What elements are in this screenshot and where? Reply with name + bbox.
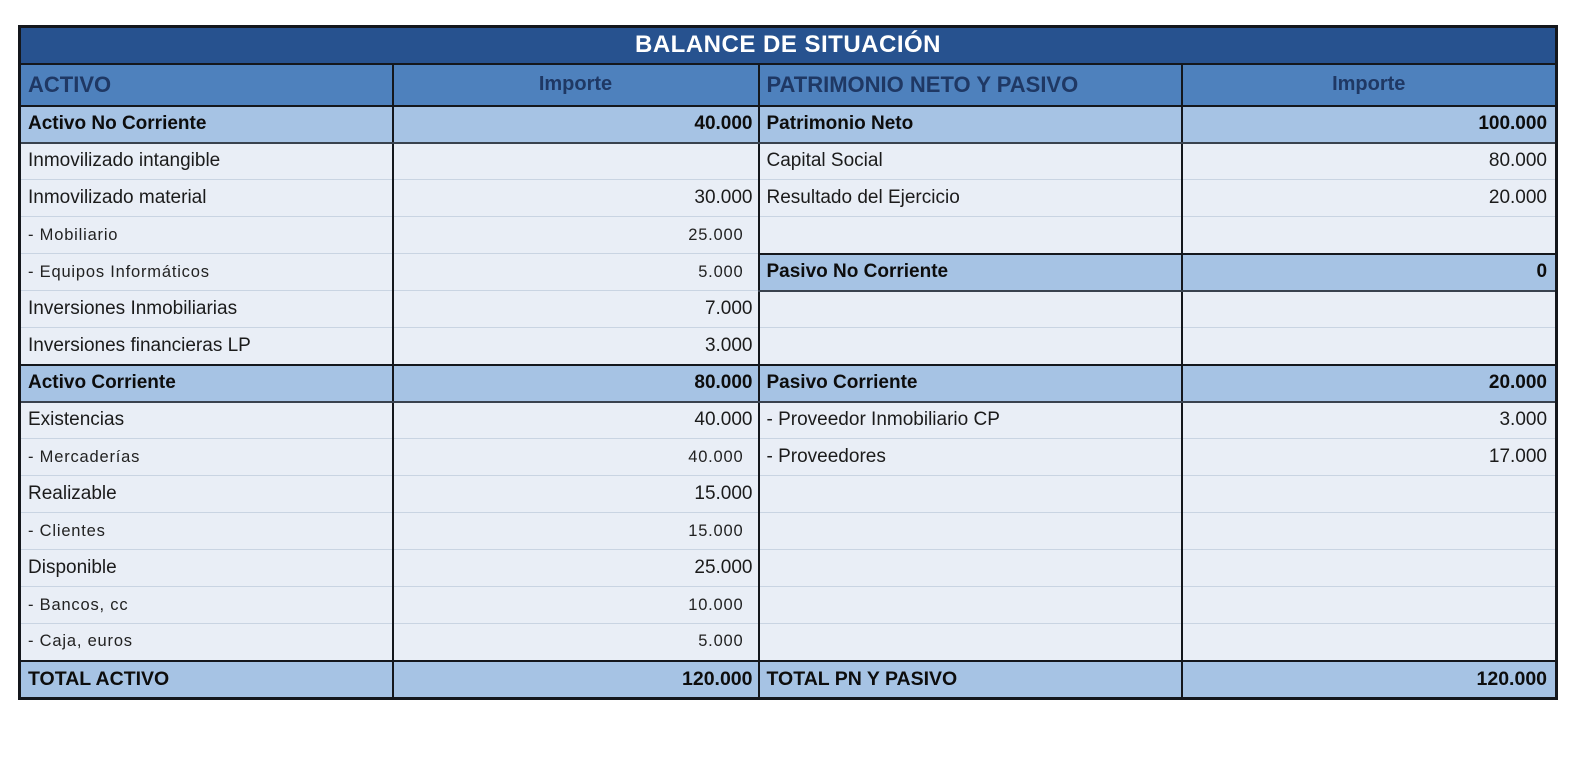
cell-total-activo-label: TOTAL ACTIVO xyxy=(20,661,393,699)
cell-value: 40.000 xyxy=(393,439,759,476)
cell-label: Disponible xyxy=(20,550,393,587)
cell-value: 5.000 xyxy=(393,254,759,291)
cell-label: Activo No Corriente xyxy=(20,106,393,143)
column-header-importe-left: Importe xyxy=(393,64,759,106)
cell-label: Pasivo No Corriente xyxy=(759,254,1182,291)
cell-value: 25.000 xyxy=(393,550,759,587)
cell-label: - Mobiliario xyxy=(20,217,393,254)
cell-value: 7.000 xyxy=(393,291,759,328)
cell-value: 80.000 xyxy=(1182,143,1557,180)
cell-label: Inmovilizado intangible xyxy=(20,143,393,180)
row-realizable xyxy=(20,476,1557,513)
balance-sheet-table xyxy=(18,25,1558,700)
column-header-importe-right: Importe xyxy=(1182,64,1557,106)
cell-total-pasivo-value: 120.000 xyxy=(1182,661,1557,699)
cell-value: 80.000 xyxy=(393,365,759,402)
cell-value: 15.000 xyxy=(393,513,759,550)
row-totals xyxy=(20,661,1557,699)
cell-label: - Caja, euros xyxy=(20,624,393,661)
cell-label: - Mercaderías xyxy=(20,439,393,476)
cell-label xyxy=(759,624,1182,661)
cell-label: Patrimonio Neto xyxy=(759,106,1182,143)
cell-label: Pasivo Corriente xyxy=(759,365,1182,402)
cell-value xyxy=(1182,550,1557,587)
cell-label: Existencias xyxy=(20,402,393,439)
row-disponible xyxy=(20,550,1557,587)
cell-label: - Proveedores xyxy=(759,439,1182,476)
cell-label: Inversiones Inmobiliarias xyxy=(20,291,393,328)
column-header-activo: ACTIVO xyxy=(20,64,393,106)
cell-label: Capital Social xyxy=(759,143,1182,180)
cell-value: 3.000 xyxy=(1182,402,1557,439)
page-title: BALANCE DE SITUACIÓN xyxy=(20,27,1557,64)
row-inmovilizado-intangible xyxy=(20,143,1557,180)
cell-label xyxy=(759,328,1182,365)
row-inversiones-inmobiliarias xyxy=(20,291,1557,328)
cell-value: 25.000 xyxy=(393,217,759,254)
cell-label xyxy=(759,550,1182,587)
row-mobiliario xyxy=(20,217,1557,254)
cell-value xyxy=(1182,328,1557,365)
cell-label: Activo Corriente xyxy=(20,365,393,402)
cell-value xyxy=(1182,513,1557,550)
cell-total-pasivo-label: TOTAL PN Y PASIVO xyxy=(759,661,1182,699)
cell-value: 30.000 xyxy=(393,180,759,217)
cell-value xyxy=(1182,291,1557,328)
cell-value: 100.000 xyxy=(1182,106,1557,143)
row-activo-corriente xyxy=(20,365,1557,402)
cell-value: 3.000 xyxy=(393,328,759,365)
cell-value: 40.000 xyxy=(393,402,759,439)
cell-label xyxy=(759,513,1182,550)
cell-label: Resultado del Ejercicio xyxy=(759,180,1182,217)
cell-label: Inmovilizado material xyxy=(20,180,393,217)
row-equipos-informaticos xyxy=(20,254,1557,291)
cell-label: - Equipos Informáticos xyxy=(20,254,393,291)
cell-value: 20.000 xyxy=(1182,365,1557,402)
cell-value: 17.000 xyxy=(1182,439,1557,476)
cell-label: - Proveedor Inmobiliario CP xyxy=(759,402,1182,439)
cell-label xyxy=(759,291,1182,328)
cell-label: Inversiones financieras LP xyxy=(20,328,393,365)
title-row xyxy=(20,27,1557,64)
cell-value xyxy=(1182,587,1557,624)
row-activo-no-corriente xyxy=(20,106,1557,143)
row-inversiones-financieras-lp xyxy=(20,328,1557,365)
cell-label xyxy=(759,217,1182,254)
cell-value xyxy=(393,143,759,180)
cell-value: 10.000 xyxy=(393,587,759,624)
cell-label xyxy=(759,587,1182,624)
row-clientes xyxy=(20,513,1557,550)
cell-label: - Clientes xyxy=(20,513,393,550)
row-caja-euros xyxy=(20,624,1557,661)
cell-value: 20.000 xyxy=(1182,180,1557,217)
row-bancos-cc xyxy=(20,587,1557,624)
row-mercaderias xyxy=(20,439,1557,476)
cell-value: 15.000 xyxy=(393,476,759,513)
column-header-patrimonio: PATRIMONIO NETO Y PASIVO xyxy=(759,64,1182,106)
cell-label: Realizable xyxy=(20,476,393,513)
cell-value xyxy=(1182,624,1557,661)
cell-value: 40.000 xyxy=(393,106,759,143)
cell-value xyxy=(1182,476,1557,513)
cell-value: 0 xyxy=(1182,254,1557,291)
cell-total-activo-value: 120.000 xyxy=(393,661,759,699)
row-existencias xyxy=(20,402,1557,439)
cell-label: - Bancos, cc xyxy=(20,587,393,624)
row-inmovilizado-material xyxy=(20,180,1557,217)
column-header-row xyxy=(20,64,1557,106)
cell-label xyxy=(759,476,1182,513)
cell-value xyxy=(1182,217,1557,254)
cell-value: 5.000 xyxy=(393,624,759,661)
